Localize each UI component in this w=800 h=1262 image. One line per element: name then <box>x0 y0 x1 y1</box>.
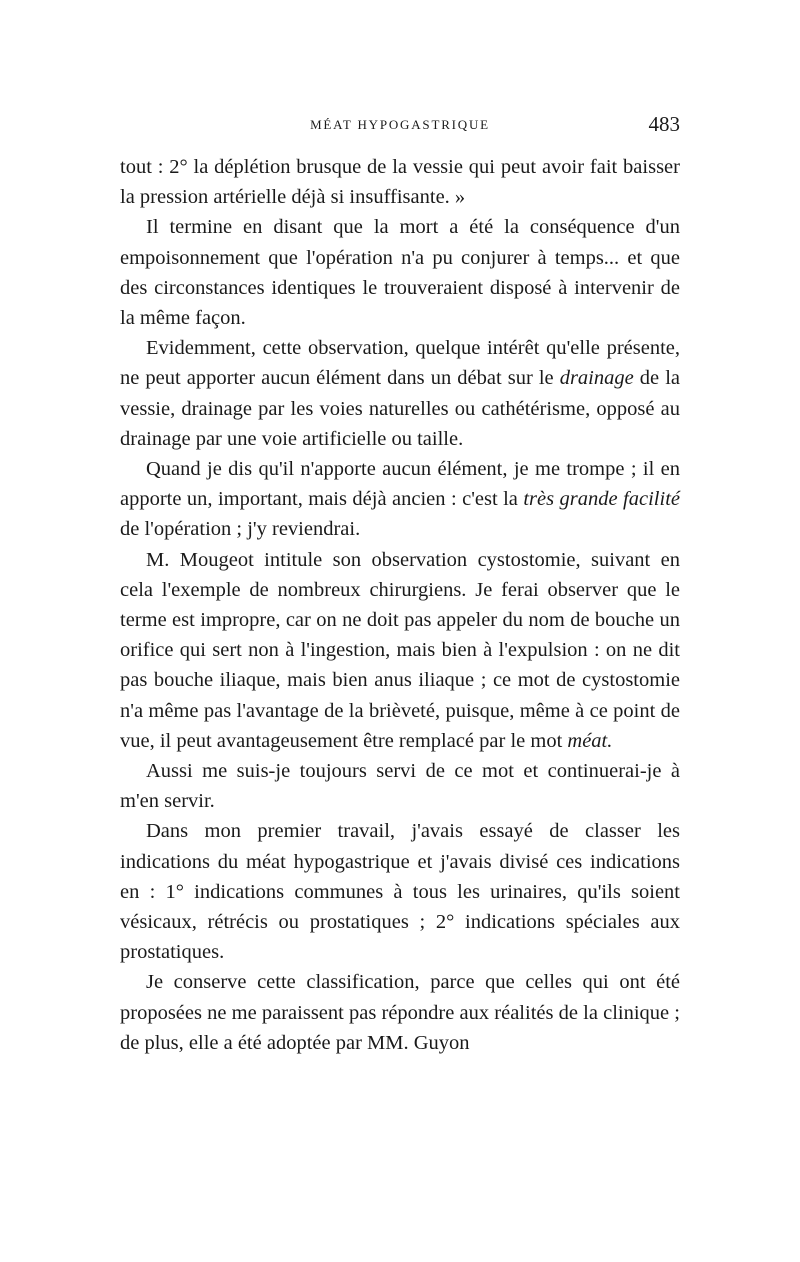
paragraph-4 <box>120 454 680 545</box>
paragraph-5-text-a: M. Mougeot intitule son observation cystostomie, suivant en cela l'exemple de nombreux chirurgiens. Je ferai observer que le terme est impropre, car on ne doit pas appeler du nom de bouche un orifice qui sert non à l'ingestion, mais bien à l'expulsion : on ne dit pas bouche iliaque, mais bien anus iliaque ; ce mot de cystostomie n'a même pas l'avantage de la brièveté, puisque, même à ce point de vue, il peut avantageusement être remplacé par le mot <box>120 548 680 752</box>
paragraph-1: tout : 2° la déplétion brusque de la vessie qui peut avoir fait baisser la pression artérielle déjà si insuffisante. » <box>120 156 680 209</box>
paragraph-8: Je conserve cette classification, parce que celles qui ont été proposées ne me paraissent pas répondre aux réalités de la clinique ; de plus, elle a été adoptée par MM. Guyon <box>120 971 680 1054</box>
paragraph-4-text-a: Quand je dis qu'il n'apporte aucun élément, je me trompe ; il en apporte un, important, mais déjà ancien : c'est la <box>120 458 680 511</box>
paragraph-2: Il termine en disant que la mort a été la conséquence d'un empoisonnement que l'opération n'a pu conjurer à temps... et que des circonstances identiques le trouveraient disposé à intervenir de la même façon. <box>120 216 680 330</box>
paragraph-3 <box>120 333 680 454</box>
paragraph-6: Aussi me suis-je toujours servi de ce mot et continuerai-je à m'en servir. <box>120 760 680 813</box>
paragraph-3-text-b: de la vessie, drainage par les voies naturelles ou cathétérisme, opposé au drainage par une voie artificielle ou taille. <box>120 367 680 450</box>
running-head <box>120 112 680 138</box>
paragraph-4-text-b: de l'opération ; j'y reviendrai. <box>120 518 361 541</box>
paragraph-3-italic: drainage <box>559 367 634 390</box>
paragraph-5-italic: méat. <box>567 729 613 752</box>
paragraph-5 <box>120 545 680 756</box>
page-number: 483 <box>648 112 680 136</box>
paragraph-3-text-a: Evidemment, cette observation, quelque intérêt qu'elle présente, ne peut apporter aucun élément dans un débat sur le <box>120 337 680 390</box>
paragraph-7: Dans mon premier travail, j'avais essayé de classer les indications du méat hypogastrique et j'avais divisé ces indications en : 1° indications communes à tous les urinaires, qu'ils soient vésicaux, rétrécis ou prostatiques ; 2° indications spéciales aux prostatiques. <box>120 820 680 964</box>
paragraph-4-italic: très grande facilité <box>523 488 680 511</box>
running-title: MÉAT HYPOGASTRIQUE <box>310 117 490 132</box>
body-text <box>120 152 680 1058</box>
